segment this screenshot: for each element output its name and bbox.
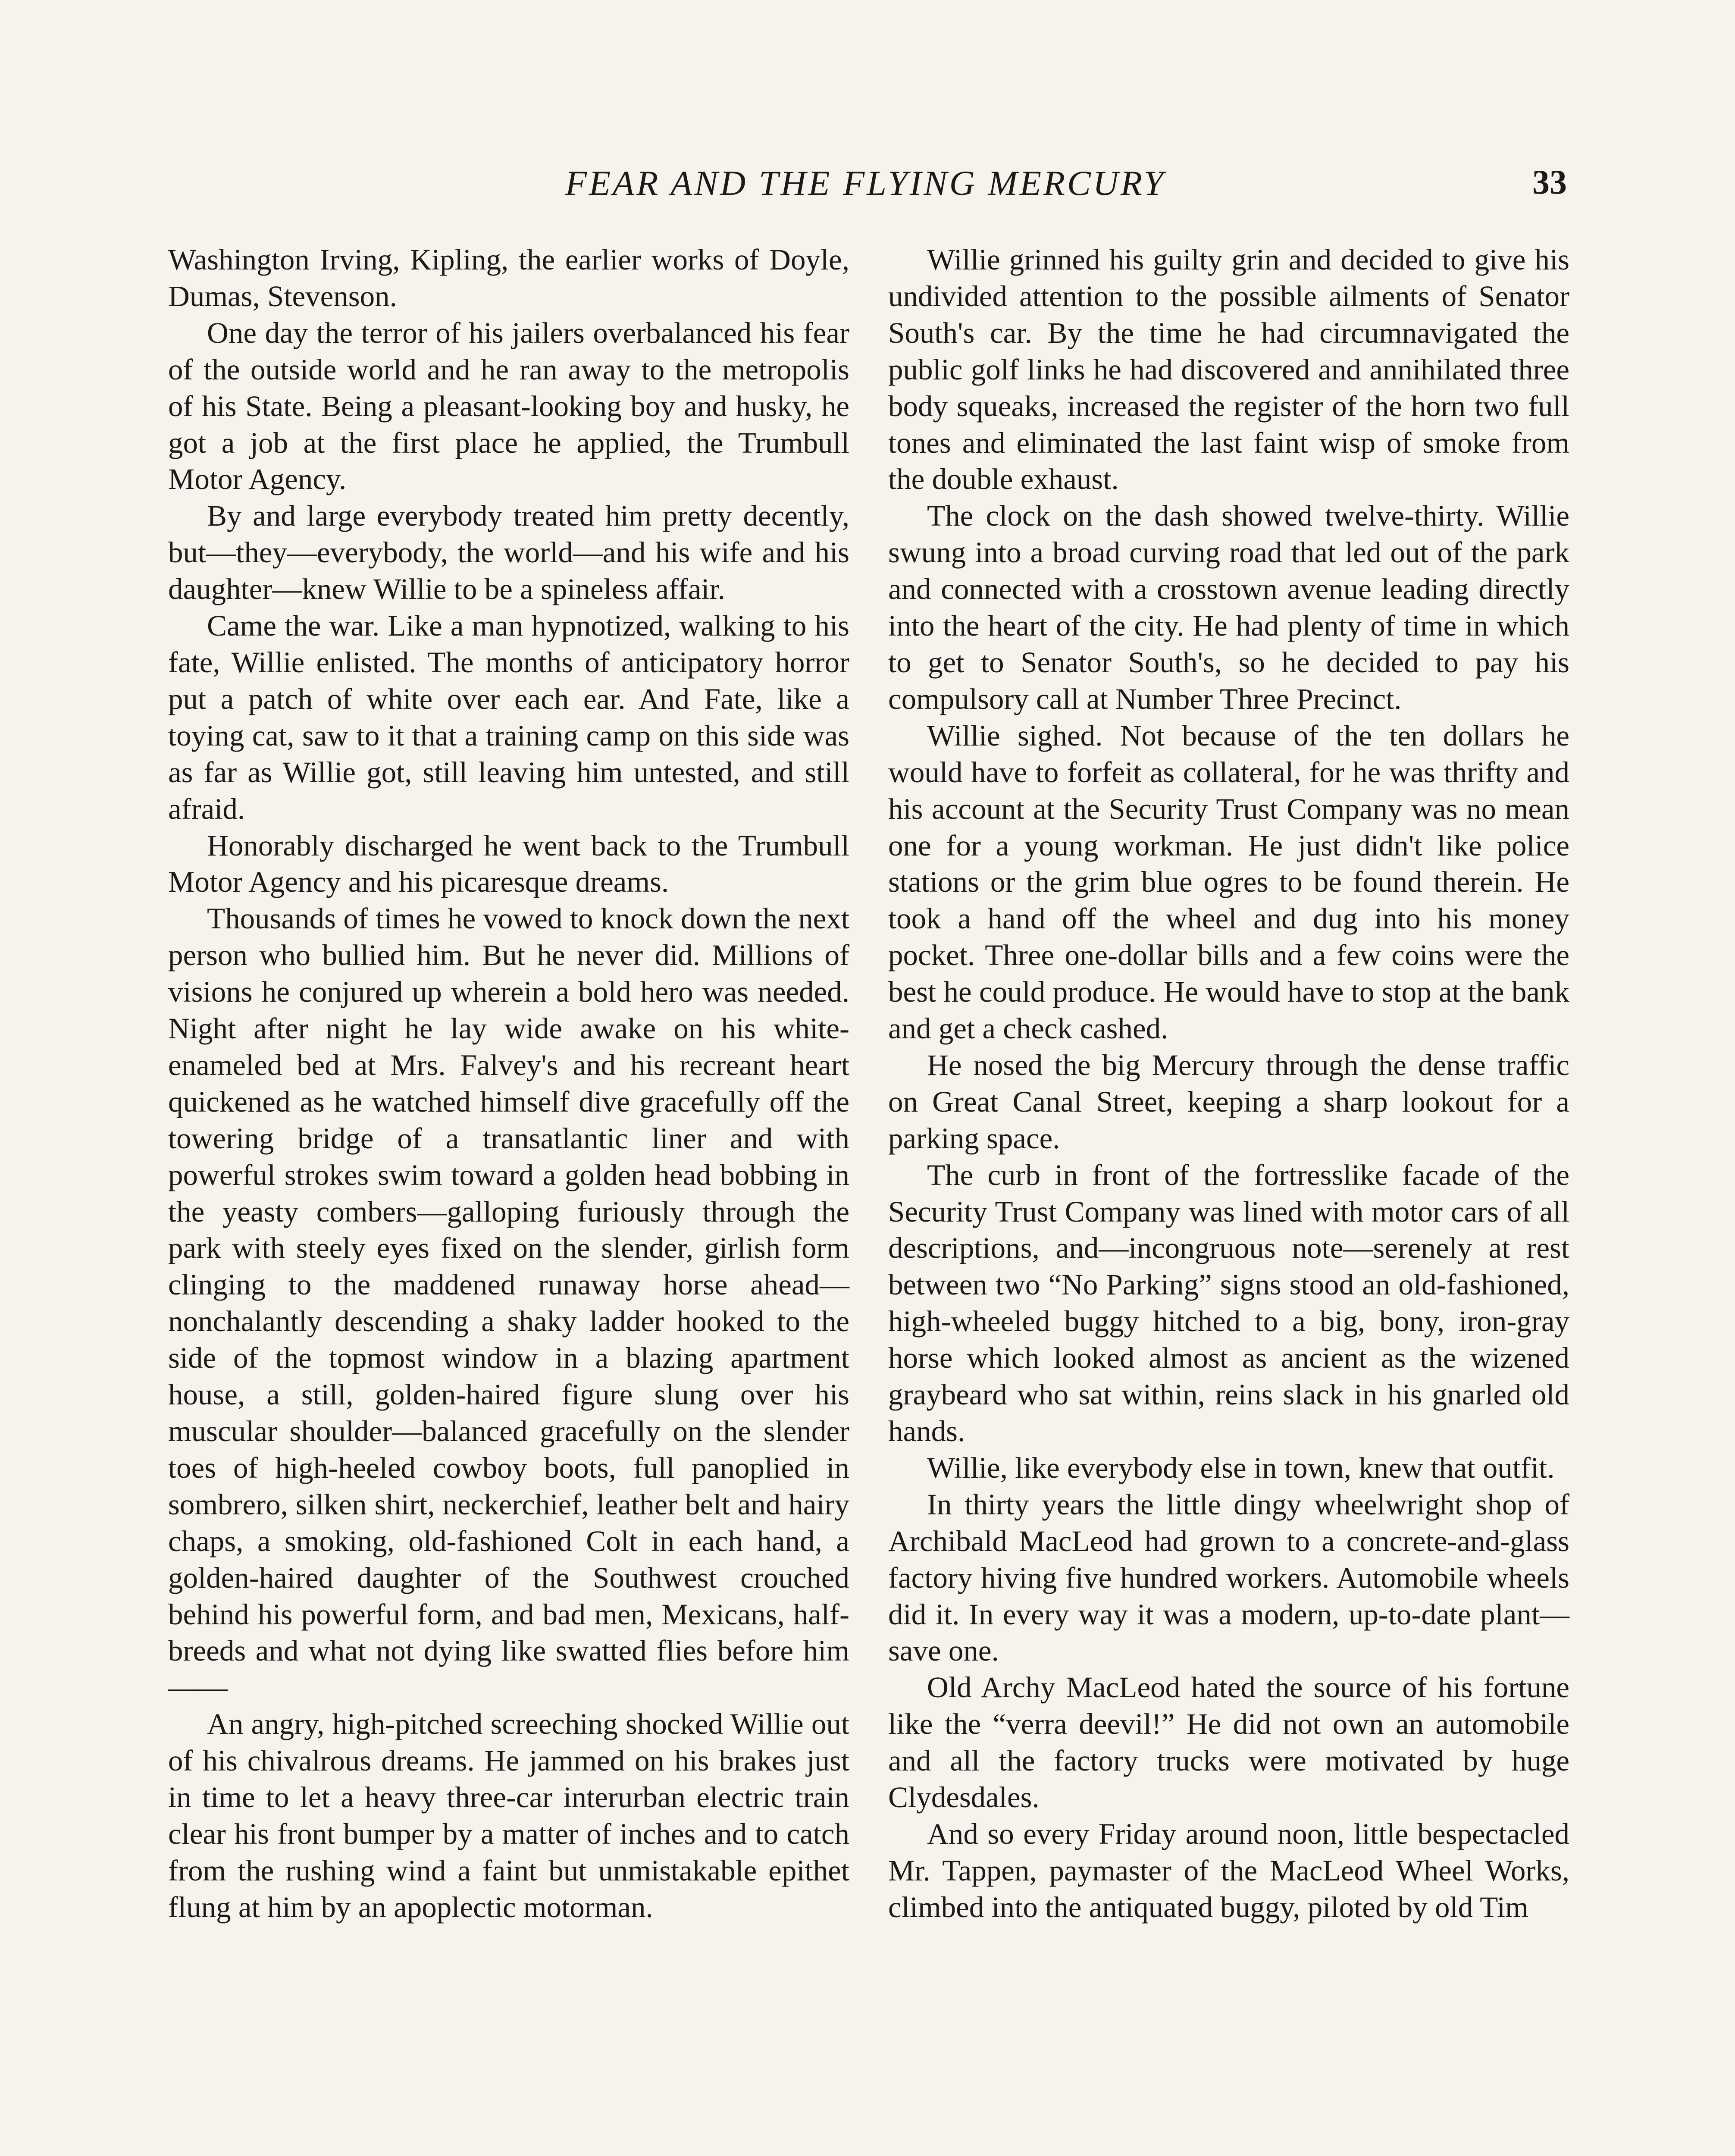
paragraph: Willie grinned his guilty grin and decided to give his undivided attention to the possible ailments of Senator South's car. By the time he had circumnavigated the public golf links he had discovered and annihilated three body squeaks, increased the register of the horn two full tones and eliminated the last faint wisp of smoke from the double exhaust. [888, 243, 1569, 496]
paragraph: One day the terror of his jailers overbalanced his fear of the outside world and he ran away to the metropolis of his State. Being a pleasant-looking boy and husky, he got a job at the first place he applied, the Trumbull Motor Agency. [168, 316, 849, 496]
page-number: 33 [1532, 163, 1567, 201]
paragraph: Thousands of times he vowed to knock down the next person who bullied him. But he never did. Millions of visions he conjured up wherein a bold hero was needed. Night after night he lay wide awake on his white-enameled bed at Mrs. Falvey's and his recreant heart quickened as he watched himself dive gracefully off the towering bridge of a transatlantic liner and with powerful strokes swim toward a golden head bobbing in the yeasty combers—galloping furiously through the park with steely eyes fixed on the slender, girlish form clinging to the maddened runaway horse ahead—nonchalantly descending a shaky ladder hooked to the side of the topmost window in a blazing apartment house, a still, golden-haired figure slung over his muscular shoulder—balanced gracefully on the slender toes of high-heeled cowboy boots, full panoplied in sombrero, silken shirt, neckerchief, leather belt and hairy chaps, a smoking, old-fashioned Colt in each hand, a golden-haired daughter of the Southwest crouched behind his powerful form, and bad men, Mexicans, half-breeds and what not dying like swatted flies before him—— [168, 902, 849, 1704]
paragraph: The clock on the dash showed twelve-thirty. Willie swung into a broad curving road that led out of the park and connected with a crosstown avenue leading directly into the heart of the city. He had plenty of time in which to get to Senator South's, so he decided to pay his compulsory call at Number Three Precinct. [888, 499, 1569, 715]
paragraph: And so every Friday around noon, little bespectacled Mr. Tappen, paymaster of the MacLeod Wheel Works, climbed into the antiquated buggy, piloted by old Tim [888, 1817, 1569, 1924]
paragraph: Willie, like everybody else in town, knew that outfit. [927, 1451, 1555, 1484]
text-columns [168, 241, 1569, 2156]
running-head [164, 163, 1567, 210]
paragraph: He nosed the big Mercury through the dense traffic on Great Canal Street, keeping a sharp lookout for a parking space. [888, 1048, 1569, 1155]
left-column [168, 241, 849, 2156]
paragraph: The curb in front of the fortresslike facade of the Security Trust Company was lined with motor cars of all descriptions, and—incongruous note—serenely at rest between two “No Parking” signs stood an old-fashioned, high-wheeled buggy hitched to a big, bony, iron-gray horse which looked almost as ancient as the wizened graybeard who sat within, reins slack in his gnarled old hands. [888, 1158, 1569, 1448]
paragraph: By and large everybody treated him pretty decently, but—they—everybody, the world—and his wife and his daughter—knew Willie to be a spineless affair. [168, 499, 849, 606]
paragraph: Honorably discharged he went back to the Trumbull Motor Agency and his picaresque dreams. [168, 829, 849, 899]
paragraph: Came the war. Like a man hypnotized, walking to his fate, Willie enlisted. The months of anticipatory horror put a patch of white over each ear. And Fate, like a toying cat, saw to it that a training camp on this side was as far as Willie got, still leaving him untested, and still afraid. [168, 609, 849, 825]
paragraph: An angry, high-pitched screeching shocked Willie out of his chivalrous dreams. He jammed on his brakes just in time to let a heavy three-car interurban electric train clear his front bumper by a matter of inches and to catch from the rushing wind a faint but unmistakable epithet flung at him by an apoplectic motorman. [168, 1708, 849, 1924]
paragraph: Willie sighed. Not because of the ten dollars he would have to forfeit as collateral, for he was thrifty and his account at the Security Trust Company was no mean one for a young workman. He just didn't like police stations or the grim blue ogres to be found therein. He took a hand off the wheel and dug into his money pocket. Three one-dollar bills and a few coins were the best he could produce. He would have to stop at the bank and get a check cashed. [888, 719, 1569, 1045]
paragraph: In thirty years the little dingy wheelwright shop of Archibald MacLeod had grown to a concrete-and-glass factory hiving five hundred workers. Automobile wheels did it. In every way it was a modern, up-to-date plant—save one. [888, 1488, 1569, 1667]
paragraph: Washington Irving, Kipling, the earlier works of Doyle, Dumas, Stevenson. [168, 243, 849, 313]
right-column [888, 241, 1569, 2156]
running-title: FEAR AND THE FLYING MERCURY [565, 163, 1166, 203]
paragraph: Old Archy MacLeod hated the source of his fortune like the “verra deevil!” He did not own an automobile and all the factory trucks were motivated by huge Clydesdales. [888, 1671, 1569, 1814]
